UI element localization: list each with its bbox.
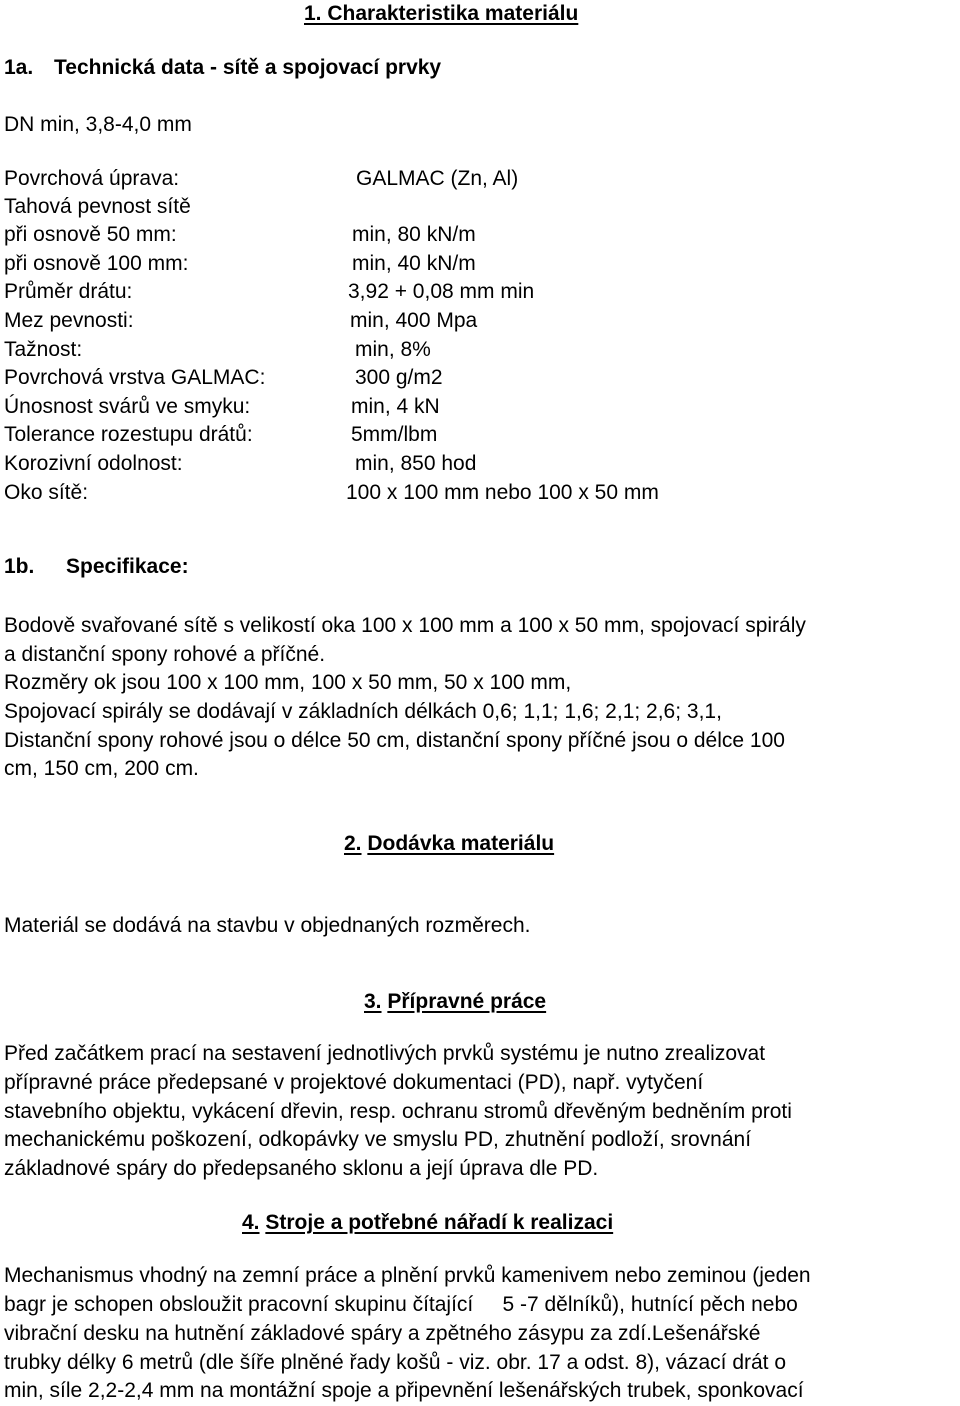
spec-label: Tahová pevnost sítě [4,195,191,218]
section-3-title: Přípravné práce [387,990,547,1013]
section-4-heading [242,1209,613,1237]
spec-label: Mez pevnosti: [4,309,134,332]
section-2-heading [344,830,554,858]
section-4-number: 4. [242,1211,260,1234]
subsection-1a-title: Technická data - sítě a spojovací prvky [54,56,442,79]
spec-value: min, 4 kN [351,395,440,418]
text-line: základnové spáry do předepsaného sklonu a její úprava dle PD. [4,1157,599,1180]
section-2-number: 2. [344,832,362,855]
spec-value: 300 g/m2 [355,366,443,389]
subsection-1a-number: 1a. [4,56,34,79]
spec-value: min, 80 kN/m [352,223,476,246]
text-line: vibrační desku na hutnění základové spáry a zpětného zásypu za zdí.Lešenářské [4,1322,761,1345]
subsection-1b-title: Specifikace: [66,555,189,578]
text-line: mechanickému poškození, odkopávky ve smyslu PD, zhutnění podloží, srovnání [4,1128,752,1151]
dn-line: DN min, 3,8-4,0 mm [4,113,192,136]
spec-value: min, 40 kN/m [352,252,476,275]
spec-value: 5mm/lbm [351,423,438,446]
spec-label: Oko sítě: [4,481,89,504]
spec-value: min, 850 hod [355,452,477,475]
spec-label: Únosnost svárů ve smyku: [4,395,251,418]
spec-value: GALMAC (Zn, Al) [356,167,519,190]
section-1-heading: 1. Charakteristika materiálu [304,2,579,25]
spec-value: min, 8% [355,338,431,361]
spec-label: Korozivní odolnost: [4,452,183,475]
text-line: bagr je schopen obsloužit pracovní skupinu čítající 5 -7 dělníků), hutnící pěch nebo [4,1293,798,1316]
spec-label: Povrchová vrstva GALMAC: [4,366,266,389]
text-line: Před začátkem prací na sestavení jednotlivých prvků systému je nutno zrealizovat [4,1042,766,1065]
spec-label: Povrchová úprava: [4,167,180,190]
spec-label: Průměr drátu: [4,280,133,303]
section-2-text: Materiál se dodává na stavbu v objednaných rozměrech. [4,914,531,937]
text-line: Spojovací spirály se dodávají v základních délkách 0,6; 1,1; 1,6; 2,1; 2,6; 3,1, [4,700,722,723]
text-line: Bodově svařované sítě s velikostí oka 100 x 100 mm a 100 x 50 mm, spojovací spirály [4,614,806,637]
subsection-1b-number: 1b. [4,555,35,578]
text-line: trubky délky 6 metrů (dle šíře plněné řady košů - viz. obr. 17 a odst. 8), vázací drát o [4,1351,787,1374]
section-4-title: Stroje a potřebné nářadí k realizaci [265,1211,614,1234]
spec-label: Tolerance rozestupu drátů: [4,423,253,446]
text-line: a distanční spony rohové a příčné. [4,643,326,666]
text-line: cm, 150 cm, 200 cm. [4,757,199,780]
spec-value: 3,92 + 0,08 mm min [348,280,535,303]
section-3-number: 3. [364,990,382,1013]
spec-label: Tažnost: [4,338,83,361]
text-line: stavebního objektu, vykácení dřevin, resp. ochranu stromů dřevěným bedněním proti [4,1100,792,1123]
text-line: Rozměry ok jsou 100 x 100 mm, 100 x 50 mm, 50 x 100 mm, [4,671,572,694]
text-line: Mechanismus vhodný na zemní práce a plnění prvků kamenivem nebo zeminou (jeden [4,1264,811,1287]
spec-value: 100 x 100 mm nebo 100 x 50 mm [346,481,659,504]
text-line: přípravné práce předepsané v projektové dokumentaci (PD), např. vytyčení [4,1071,704,1094]
text-line: Distanční spony rohové jsou o délce 50 cm, distanční spony příčné jsou o délce 100 [4,729,785,752]
text-line: min, síle 2,2-2,4 mm na montážní spoje a připevnění lešenářských trubek, sponkovací [4,1379,804,1402]
section-2-title: Dodávka materiálu [367,832,555,855]
spec-value: min, 400 Mpa [350,309,478,332]
spec-label: při osnově 50 mm: [4,223,177,246]
spec-label: při osnově 100 mm: [4,252,189,275]
section-3-heading [364,988,546,1016]
